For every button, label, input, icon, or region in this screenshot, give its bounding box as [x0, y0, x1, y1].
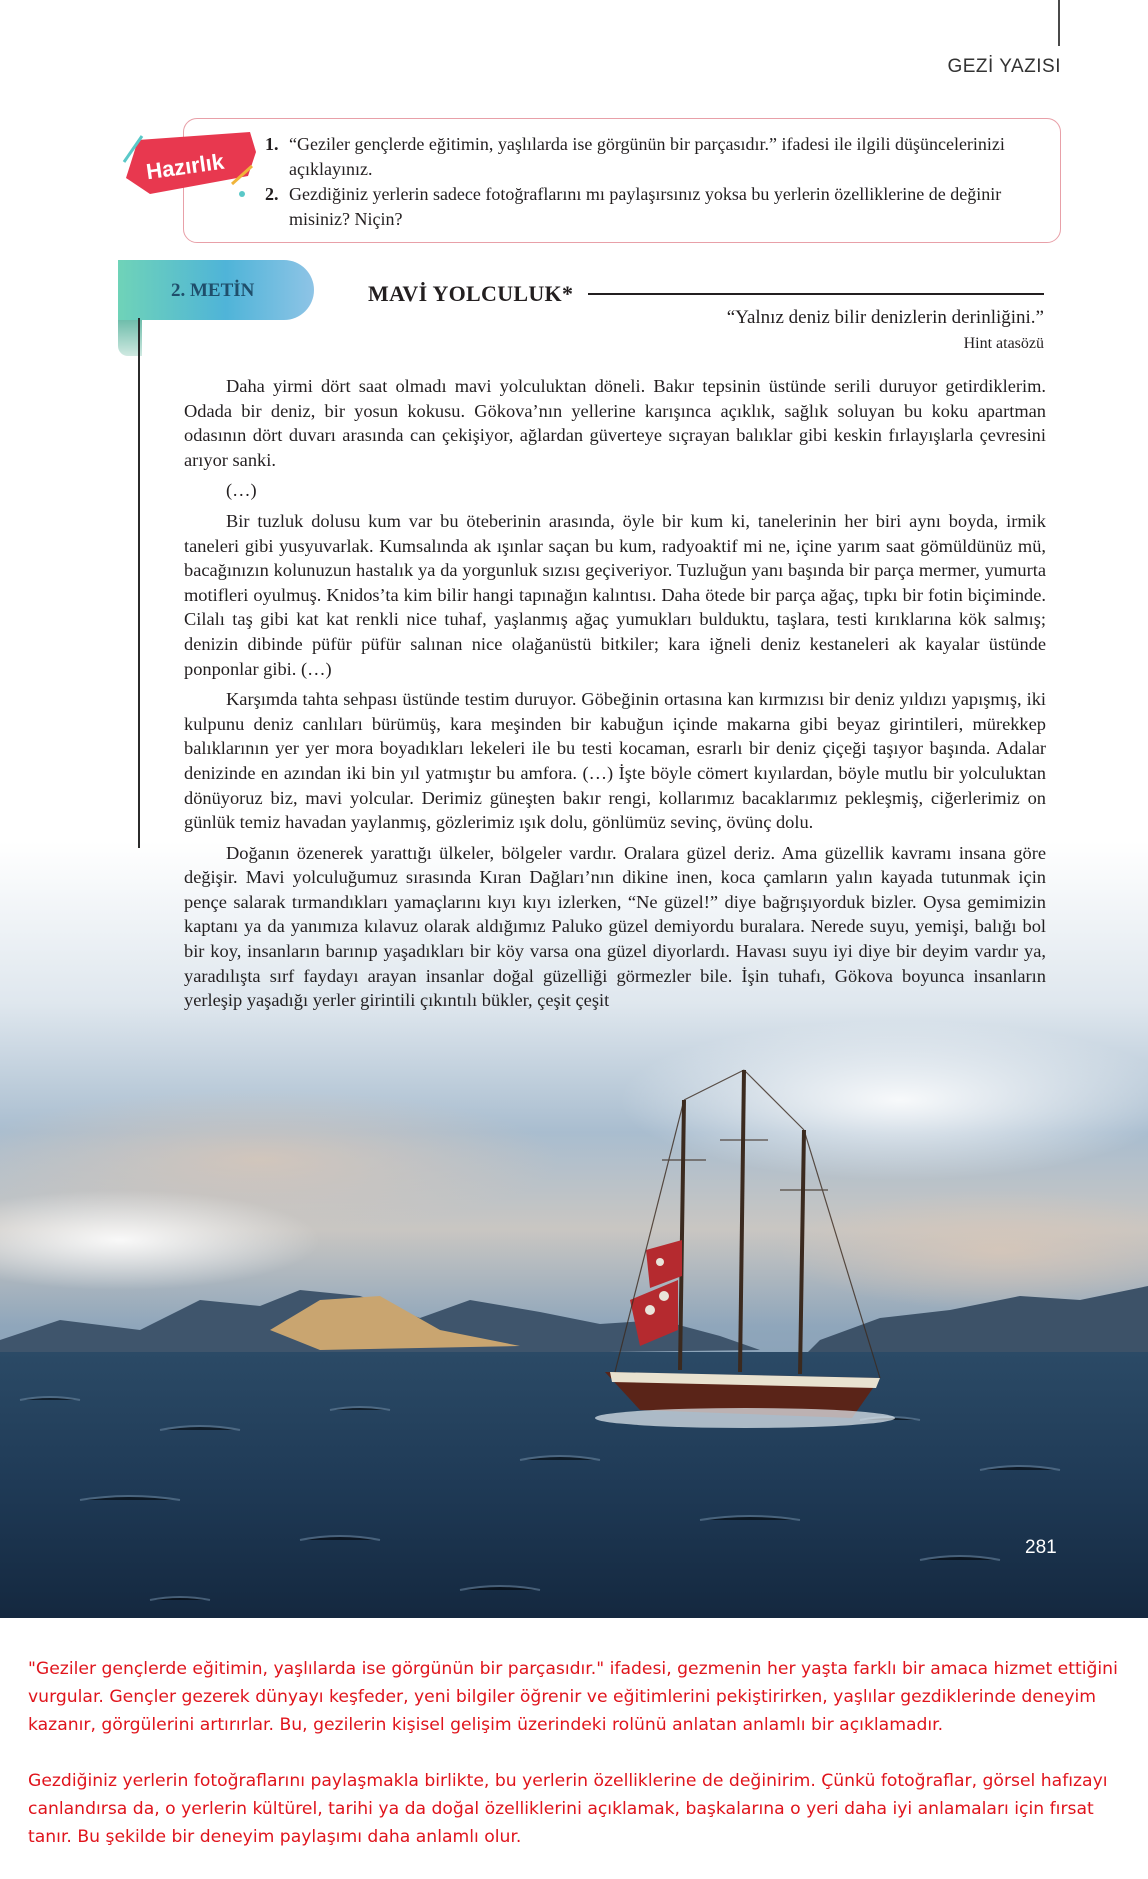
question-2: [265, 182, 1047, 232]
story-title: MAVİ YOLCULUK*: [368, 281, 574, 306]
hazirlik-label: Hazırlık: [144, 148, 226, 185]
page-number: 281: [1025, 1537, 1057, 1558]
question-1: [265, 132, 1047, 182]
paragraph: Daha yirmi dört saat olmadı mavi yolculuktan döneli. Bakır tepsinin üstünde serili duruyor getirdiklerim. Odada bir deniz, bir yosun kokusu. Gökova’nın yellerine karışınca açıklık, sağlık soluyan bu koku apartman odasının dört duvarı arasında can çekişiyor, ağlardan güverteye sıçrayan balıklar gibi keskin fırlayışlarla çevresini arıyor sanki.: [184, 376, 1046, 470]
top-rule: [1058, 0, 1060, 46]
paragraph: Bir tuzluk dolusu kum var bu öteberinin arasında, öyle bir kum ki, tanelerinin her biri aynı boyda, irmik taneleri gibi yusyuvarlak. Kumsalında ak ışınlar saçan bu kum, radyoaktif mi ne, içine yarım saat gömüldünüz mü, bacağınızın kolunuzun hastalık ya da yorgunluk sızısı geçiveriyor. Tuzluğun yanı başında bir parça mermer, yumurta motifleri oyulmuş. Knidos’ta kim bilir hangi tapınağın kalıntısı. Daha ötede bir parça ağaç, tıpkı bir fotin biçiminde. Cilalı taş gibi kat kat renkli nice tuhaf, yaşlanmış ağaç yumukları bulduktu, taşlara, testi kırıklarına kök salmış; denizin dibinde püfür püfür salınan nice olağanüstü bitkiler; kara iğneli deniz kestaneleri ak kayalar üstünde ponponlar gibi. (…): [184, 510, 1046, 679]
answers-section: [28, 1655, 1140, 1879]
paragraph-ellipsis: (…): [226, 480, 257, 501]
section-title: GEZİ YAZISI: [947, 56, 1061, 77]
question-number: 2.: [265, 184, 279, 204]
metin-label: 2. METİN: [171, 280, 255, 301]
preparation-questions: [265, 132, 1047, 232]
epigraph: “Yalnız deniz bilir denizlerin derinliğini.”: [726, 307, 1044, 328]
metin-side-rule: [138, 318, 140, 848]
answer-1: "Geziler gençlerde eğitimin, yaşlılarda ise görgünün bir parçasıdır." ifadesi, gezmenin her yaşta farklı bir amaca hizmet ettiğini vurgular. Gençler gezerek dünyayı keşfeder, yeni bilgiler öğrenir ve eğitimlerini pekiştirirken, yaşlılar gezdiklerinde deneyim kazanır, görgülerini artırırlar. Bu, gezilerin kişisel gelişim üzerindeki rolünü anlatan anlamlı bir açıklamadır.: [28, 1659, 1118, 1735]
question-number: 1.: [265, 134, 279, 154]
story-body: [184, 374, 1046, 1019]
title-rule: [588, 293, 1044, 295]
question-text: “Geziler gençlerde eğitimin, yaşlılarda ise görgünün bir parçasıdır.” ifadesi ile ilgili düşüncelerinizi açıklayınız.: [289, 134, 1005, 179]
epigraph-source: Hint atasözü: [963, 335, 1044, 352]
paragraph: Doğanın özenerek yarattığı ülkeler, bölgeler vardır. Oralara güzel deriz. Ama güzellik kavramı insana göre değişir. Mavi yolculuğumuz sırasında Kıran Dağları’nın dikine inen, koca çamların yalın kayada tutunmak için pençe salarak tırmandıkları yamaçlarını kıyı kıyı izlerken, “Ne güzel!” diye bağrışıyorduk bizler. Oysa gemimizin kaptanı ya da yanımıza kılavuz olarak aldığımız Paluko güzel demiyordu buralara. Nerede suyu, yemişi, balığı bol bir koy, insanların barınıp yaşadıkları bir köy varsa ona güzel diyorlardı. Havası suyu iyi diye bir deyim vardır ya, yaradılışta sırf faydayı arayan insanlar doğal güzelliği görmezler bile. İşin tuhafı, Gökova boyunca insanların yerleşip yaşadığı yerler girintili çıkıntılı bükler, çeşit çeşit: [184, 842, 1046, 1011]
question-text: Gezdiğiniz yerlerin sadece fotoğraflarını mı paylaşırsınız yoksa bu yerlerin özelliklerine de değinir misiniz? Niçin?: [289, 184, 1002, 229]
answer-2: Gezdiğiniz yerlerin fotoğraflarını paylaşmakla birlikte, bu yerlerin özelliklerine de değinirim. Çünkü fotoğraflar, görsel hafızayı canlandırsa da, o yerlerin kültürel, tarihi ya da doğal özelliklerini açıklamak, başkalarına o yeri daha iyi anlamaları için fırsat tanır. Bu şekilde bir deneyim paylaşımı daha anlamlı olur.: [28, 1771, 1108, 1847]
paragraph: Karşımda tahta sehpası üstünde testim duruyor. Göbeğinin ortasına kan kırmızısı bir deniz yıldızı yapışmış, iki kulpunu deniz canlıları bürümüş, kara meşinden bir kabuğun içinde makarna gibi beyaz girintileri, mürekkep balıklarının yer yer mora boyadıkları lekeleri ile bu testi kocaman, esrarlı bir deniz çiçeği taşıyor başında. Adalar denizinde en azından iki bin yıl yatmıştır bu amfora. (…) İşte böyle cömert kıyılardan, böyle mutlu bir yolculuktan dönüyoruz biz, mavi yolcular. Derimiz güneşten bakır rengi, kollarımız bacaklarımız pekleşmiş, ciğerlerimiz on günlük temiz havadan yaylanmış, gözlerimiz ışık dolu, gönlümüz sevinç, övünç dolu.: [184, 689, 1046, 833]
